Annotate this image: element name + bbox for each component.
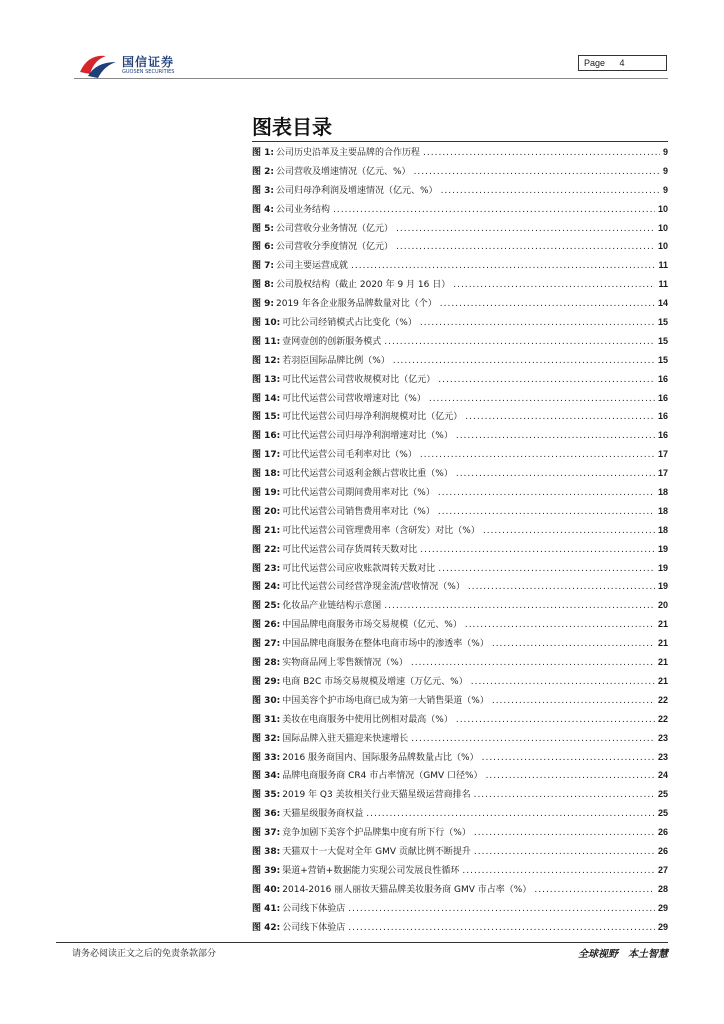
toc-entry[interactable] — [252, 842, 668, 861]
toc-entry-page: 18 — [657, 487, 668, 498]
toc-entry-label: 图 41: — [252, 903, 281, 914]
toc-leader-dots — [420, 446, 655, 465]
toc-entry-page: 24 — [657, 770, 668, 781]
toc-entry[interactable] — [252, 483, 668, 502]
toc-entry-title: 公司营收及增速情况（亿元、%） — [276, 166, 411, 177]
toc-entry[interactable] — [252, 256, 668, 275]
toc-leader-dots — [456, 711, 655, 730]
toc-entry-label: 图 27: — [252, 639, 281, 650]
toc-entry[interactable] — [252, 389, 668, 408]
page-number-box — [578, 55, 667, 71]
toc-entry-page: 10 — [657, 203, 668, 214]
toc-entry-label: 图 1: — [252, 148, 274, 158]
toc-entry[interactable] — [252, 861, 668, 880]
header-divider — [74, 78, 668, 79]
toc-leader-dots — [429, 390, 655, 409]
toc-entry-page: 15 — [657, 335, 668, 346]
footer-divider — [56, 942, 668, 943]
toc-entry-page: 16 — [657, 373, 668, 384]
toc-entry-page: 26 — [657, 827, 668, 838]
toc-entry-title: 天猫双十一大促对全年 GMV 贡献比例不断提升 — [282, 846, 471, 857]
toc-leader-dots — [465, 408, 655, 427]
toc-entry-label: 图 33: — [252, 752, 281, 763]
toc-leader-dots — [440, 295, 655, 314]
toc-entry-title: 公司主要运营成就 — [276, 261, 349, 272]
toc-entry-title: 竞争加剧下美容个护品牌集中度有所下行（%） — [282, 828, 471, 839]
toc-entry-label: 图 30: — [252, 695, 281, 706]
toc-entry-page: 16 — [657, 430, 668, 441]
toc-entry-title: 渠道+营销+数据能力实现公司发展良性循环 — [282, 865, 460, 876]
toc-entry-page: 21 — [657, 657, 668, 668]
toc-leader-dots — [348, 919, 655, 938]
toc-entry[interactable] — [252, 880, 668, 899]
toc-entry-label: 图 42: — [252, 922, 281, 933]
toc-entry[interactable] — [252, 710, 668, 729]
toc-leader-dots — [438, 503, 655, 522]
toc-entry-label: 图 21: — [252, 525, 281, 536]
toc-entry-title: 可比代运营公司营收规模对比（亿元） — [282, 374, 436, 385]
toc-leader-dots — [468, 578, 655, 597]
toc-entry-page: 22 — [657, 713, 668, 724]
toc-title: 图表目录 — [252, 115, 332, 139]
toc-leader-dots — [438, 371, 655, 390]
toc-entry-page: 9 — [662, 147, 668, 157]
toc-entry-label: 图 16: — [252, 431, 281, 442]
toc-leader-dots — [474, 843, 655, 862]
toc-entry-title: 可比代运营公司存货周转天数对比 — [282, 544, 418, 555]
toc-entry[interactable] — [252, 332, 668, 351]
toc-entry-title: 天猫星级服务商权益 — [282, 809, 364, 820]
toc-entry-label: 图 4: — [252, 204, 274, 215]
toc-entry[interactable] — [252, 521, 668, 540]
toc-entry[interactable] — [252, 445, 668, 464]
toc-entry-title: 2019 年各企业服务品牌数量对比（个） — [276, 299, 437, 310]
logo-chinese-name: 国信证券 — [122, 55, 175, 69]
toc-entry[interactable] — [252, 426, 668, 445]
company-logo — [76, 50, 196, 80]
toc-entry[interactable] — [252, 634, 668, 653]
toc-entry[interactable] — [252, 899, 668, 918]
toc-entry-page: 29 — [657, 921, 668, 932]
toc-entry-page: 29 — [657, 902, 668, 913]
toc-entry-title: 品牌电商服务商 CR4 市占率情况（GMV 口径%） — [282, 771, 483, 782]
toc-entry-title: 中国美容个护市场电商已成为第一大销售渠道（%） — [282, 695, 489, 706]
toc-leader-dots — [453, 276, 655, 295]
toc-leader-dots — [414, 163, 660, 182]
toc-entry[interactable] — [252, 464, 668, 483]
toc-leader-dots — [492, 692, 655, 711]
toc-entry-page: 11 — [658, 260, 668, 271]
toc-entry-label: 图 6: — [252, 242, 274, 253]
toc-entry-title: 公司营收分业务情况（亿元） — [276, 223, 394, 234]
toc-leader-dots — [441, 182, 660, 201]
toc-entry[interactable] — [252, 766, 668, 785]
toc-entry[interactable] — [252, 313, 668, 332]
toc-entry-title: 实物商品网上零售额情况（%） — [282, 658, 408, 669]
toc-entry-page: 19 — [657, 562, 668, 573]
toc-entry[interactable] — [252, 370, 668, 389]
toc-leader-dots — [534, 881, 655, 900]
toc-leader-dots — [456, 465, 655, 484]
toc-leader-dots — [384, 333, 655, 352]
toc-entry-label: 图 14: — [252, 393, 281, 404]
toc-entry-page: 18 — [657, 505, 668, 516]
toc-leader-dots — [474, 786, 655, 805]
toc-entry-page: 25 — [657, 789, 668, 800]
toc-entry-label: 图 11: — [252, 336, 281, 347]
toc-entry-label: 图 18: — [252, 469, 281, 480]
toc-entry[interactable] — [252, 823, 668, 842]
toc-entry-title: 化妆品产业链结构示意图 — [282, 601, 382, 612]
toc-entry-label: 图 39: — [252, 865, 281, 876]
toc-entry-title: 可比代运营公司销售费用率对比（%） — [282, 506, 435, 517]
toc-entry-title: 中国品牌电商服务在整体电商市场中的渗透率（%） — [282, 639, 489, 650]
toc-leader-dots — [456, 427, 655, 446]
toc-entry-page: 27 — [657, 864, 668, 875]
toc-entry-label: 图 35: — [252, 790, 281, 801]
toc-entry[interactable] — [252, 785, 668, 804]
toc-entry-page: 17 — [657, 449, 668, 460]
toc-leader-dots — [411, 730, 655, 749]
toc-entry-title: 2019 年 Q3 美妆相关行业天猫星级运营商排名 — [282, 790, 471, 801]
title-divider — [252, 141, 668, 142]
toc-entry-title: 2014-2016 丽人丽妆天猫品牌美妆服务商 GMV 市占率（%） — [282, 884, 532, 895]
toc-entry-page: 9 — [662, 165, 668, 176]
toc-entry[interactable] — [252, 729, 668, 748]
toc-entry[interactable] — [252, 559, 668, 578]
toc-entry[interactable] — [252, 162, 668, 181]
toc-entry-title: 可比代运营公司毛利率对比（%） — [282, 450, 417, 461]
figure-list — [252, 143, 668, 936]
toc-leader-dots — [438, 560, 655, 579]
toc-entry-title: 壹网壹创的创新服务模式 — [282, 336, 382, 347]
toc-entry-page: 18 — [657, 524, 668, 535]
toc-entry-title: 2016 服务商国内、国际服务品牌数量占比（%） — [282, 752, 479, 763]
toc-entry-label: 图 32: — [252, 733, 281, 744]
toc-entry-title: 可比代运营公司期间费用率对比（%） — [282, 488, 435, 499]
toc-entry-title: 若羽臣国际品牌比例（%） — [282, 355, 390, 366]
toc-entry-label: 图 25: — [252, 601, 281, 612]
toc-entry[interactable] — [252, 672, 668, 691]
toc-entry-title: 可比代运营公司经营净现金流/营收情况（%） — [282, 582, 465, 593]
toc-entry[interactable] — [252, 219, 668, 238]
toc-entry-page: 16 — [657, 392, 668, 403]
toc-entry-title: 电商 B2C 市场交易规模及增速（万亿元、%） — [282, 676, 468, 687]
toc-entry-page: 14 — [657, 298, 668, 309]
toc-entry-label: 图 8: — [252, 280, 274, 291]
toc-leader-dots — [423, 144, 660, 163]
toc-entry-title: 公司归母净利润及增速情况（亿元、%） — [276, 185, 438, 196]
toc-entry-label: 图 9: — [252, 299, 274, 310]
toc-entry-page: 17 — [657, 468, 668, 479]
toc-entry[interactable] — [252, 691, 668, 710]
toc-entry[interactable] — [252, 804, 668, 823]
toc-entry-label: 图 10: — [252, 318, 281, 329]
toc-entry-page: 21 — [657, 675, 668, 686]
toc-leader-dots — [471, 673, 655, 692]
toc-entry-label: 图 22: — [252, 544, 281, 555]
toc-entry-page: 16 — [657, 411, 668, 422]
toc-entry[interactable] — [252, 918, 668, 937]
toc-leader-dots — [333, 201, 655, 220]
toc-entry-label: 图 40: — [252, 884, 281, 895]
toc-entry-title: 美妆在电商服务中使用比例相对最高（%） — [282, 714, 453, 725]
toc-entry-title: 可比代运营公司营收增速对比（%） — [282, 393, 426, 404]
toc-entry-label: 图 38: — [252, 846, 281, 857]
toc-entry[interactable] — [252, 294, 668, 313]
toc-entry-page: 9 — [662, 184, 668, 195]
toc-entry-page: 23 — [657, 751, 668, 762]
toc-entry-label: 图 7: — [252, 261, 274, 272]
toc-leader-dots — [396, 220, 655, 239]
toc-leader-dots — [465, 616, 655, 635]
toc-entry[interactable] — [252, 351, 668, 370]
page-label: Page — [584, 58, 606, 68]
logo-english-name: GUOSEN SECURITIES — [122, 69, 175, 75]
toc-entry-page: 20 — [657, 600, 668, 611]
toc-entry-label: 图 26: — [252, 620, 281, 631]
toc-entry[interactable] — [252, 615, 668, 634]
toc-entry-label: 图 17: — [252, 450, 281, 461]
toc-entry-page: 25 — [657, 808, 668, 819]
toc-entry-label: 图 12: — [252, 355, 281, 366]
toc-leader-dots — [438, 484, 655, 503]
toc-leader-dots — [420, 314, 655, 333]
toc-leader-dots — [483, 522, 655, 541]
toc-entry-title: 可比代运营公司管理费用率（含研发）对比（%） — [282, 525, 480, 536]
toc-entry-title: 公司股权结构（截止 2020 年 9 月 16 日） — [276, 280, 451, 291]
toc-entry-label: 图 19: — [252, 488, 281, 499]
toc-entry-label: 图 3: — [252, 185, 274, 196]
toc-entry-label: 图 20: — [252, 506, 281, 517]
toc-entry-title: 可比代运营公司归母净利润增速对比（%） — [282, 431, 453, 442]
toc-entry[interactable] — [252, 143, 668, 162]
toc-entry[interactable] — [252, 540, 668, 559]
toc-leader-dots — [348, 900, 655, 919]
toc-entry-page: 19 — [657, 543, 668, 554]
toc-entry[interactable] — [252, 577, 668, 596]
toc-entry-page: 28 — [657, 883, 668, 894]
toc-entry-title: 公司历史沿革及主要品牌的合作历程 — [276, 148, 421, 158]
toc-leader-dots — [393, 352, 655, 371]
toc-leader-dots — [366, 805, 655, 824]
toc-leader-dots — [486, 767, 655, 786]
toc-entry-page: 23 — [657, 732, 668, 743]
toc-entry[interactable] — [252, 275, 668, 294]
toc-entry-page: 10 — [657, 222, 668, 233]
page-number: 4 — [619, 58, 625, 68]
toc-entry-page: 19 — [657, 581, 668, 592]
toc-entry-page: 22 — [657, 694, 668, 705]
toc-entry-label: 图 2: — [252, 166, 274, 177]
toc-entry-page: 21 — [657, 638, 668, 649]
footer-slogan: 全球视野 本土智慧 — [578, 949, 668, 960]
toc-leader-dots — [462, 862, 655, 881]
toc-entry[interactable] — [252, 653, 668, 672]
toc-entry[interactable] — [252, 200, 668, 219]
toc-entry-title: 公司线下体验店 — [282, 922, 346, 933]
toc-entry-title: 可比代运营公司返利金额占营收比重（%） — [282, 469, 453, 480]
toc-entry[interactable] — [252, 748, 668, 767]
guosen-logo-icon — [76, 50, 122, 80]
toc-leader-dots — [351, 257, 655, 276]
toc-entry[interactable] — [252, 407, 668, 426]
toc-entry-page: 11 — [658, 279, 668, 290]
toc-leader-dots — [492, 635, 655, 654]
footer-disclaimer: 请务必阅读正文之后的免责条款部分 — [72, 949, 217, 959]
toc-entry-label: 图 28: — [252, 658, 281, 669]
toc-entry[interactable] — [252, 502, 668, 521]
toc-entry-page: 10 — [657, 241, 668, 252]
toc-leader-dots — [411, 654, 655, 673]
toc-entry-title: 公司业务结构 — [276, 204, 331, 215]
toc-leader-dots — [420, 541, 655, 560]
toc-entry-page: 15 — [657, 354, 668, 365]
toc-entry-label: 图 13: — [252, 374, 281, 385]
toc-entry-title: 可比公司经销模式占比变化（%） — [282, 318, 417, 329]
toc-entry[interactable] — [252, 181, 668, 200]
toc-leader-dots — [482, 749, 655, 768]
toc-leader-dots — [384, 597, 655, 616]
toc-entry-page: 26 — [657, 845, 668, 856]
toc-entry[interactable] — [252, 237, 668, 256]
toc-entry-label: 图 29: — [252, 676, 281, 687]
toc-entry-label: 图 31: — [252, 714, 281, 725]
toc-entry-title: 国际品牌入驻天猫迎来快速增长 — [282, 733, 409, 744]
toc-entry-page: 21 — [657, 619, 668, 630]
toc-entry-title: 中国品牌电商服务市场交易规模（亿元、%） — [282, 620, 462, 631]
toc-entry-title: 公司营收分季度情况（亿元） — [276, 242, 394, 253]
toc-entry-title: 可比代运营公司归母净利润规模对比（亿元） — [282, 412, 463, 423]
toc-entry-label: 图 34: — [252, 771, 281, 782]
toc-entry-title: 可比代运营公司应收账款周转天数对比 — [282, 563, 436, 574]
toc-entry-label: 图 15: — [252, 412, 281, 423]
toc-entry-label: 图 36: — [252, 809, 281, 820]
toc-entry-label: 图 5: — [252, 223, 274, 234]
toc-entry-label: 图 37: — [252, 828, 281, 839]
toc-entry-page: 15 — [657, 317, 668, 328]
toc-leader-dots — [474, 824, 655, 843]
toc-leader-dots — [396, 238, 655, 257]
toc-entry-title: 公司线下体验店 — [282, 903, 346, 914]
toc-entry-label: 图 24: — [252, 582, 281, 593]
toc-entry-label: 图 23: — [252, 563, 281, 574]
toc-entry[interactable] — [252, 596, 668, 615]
